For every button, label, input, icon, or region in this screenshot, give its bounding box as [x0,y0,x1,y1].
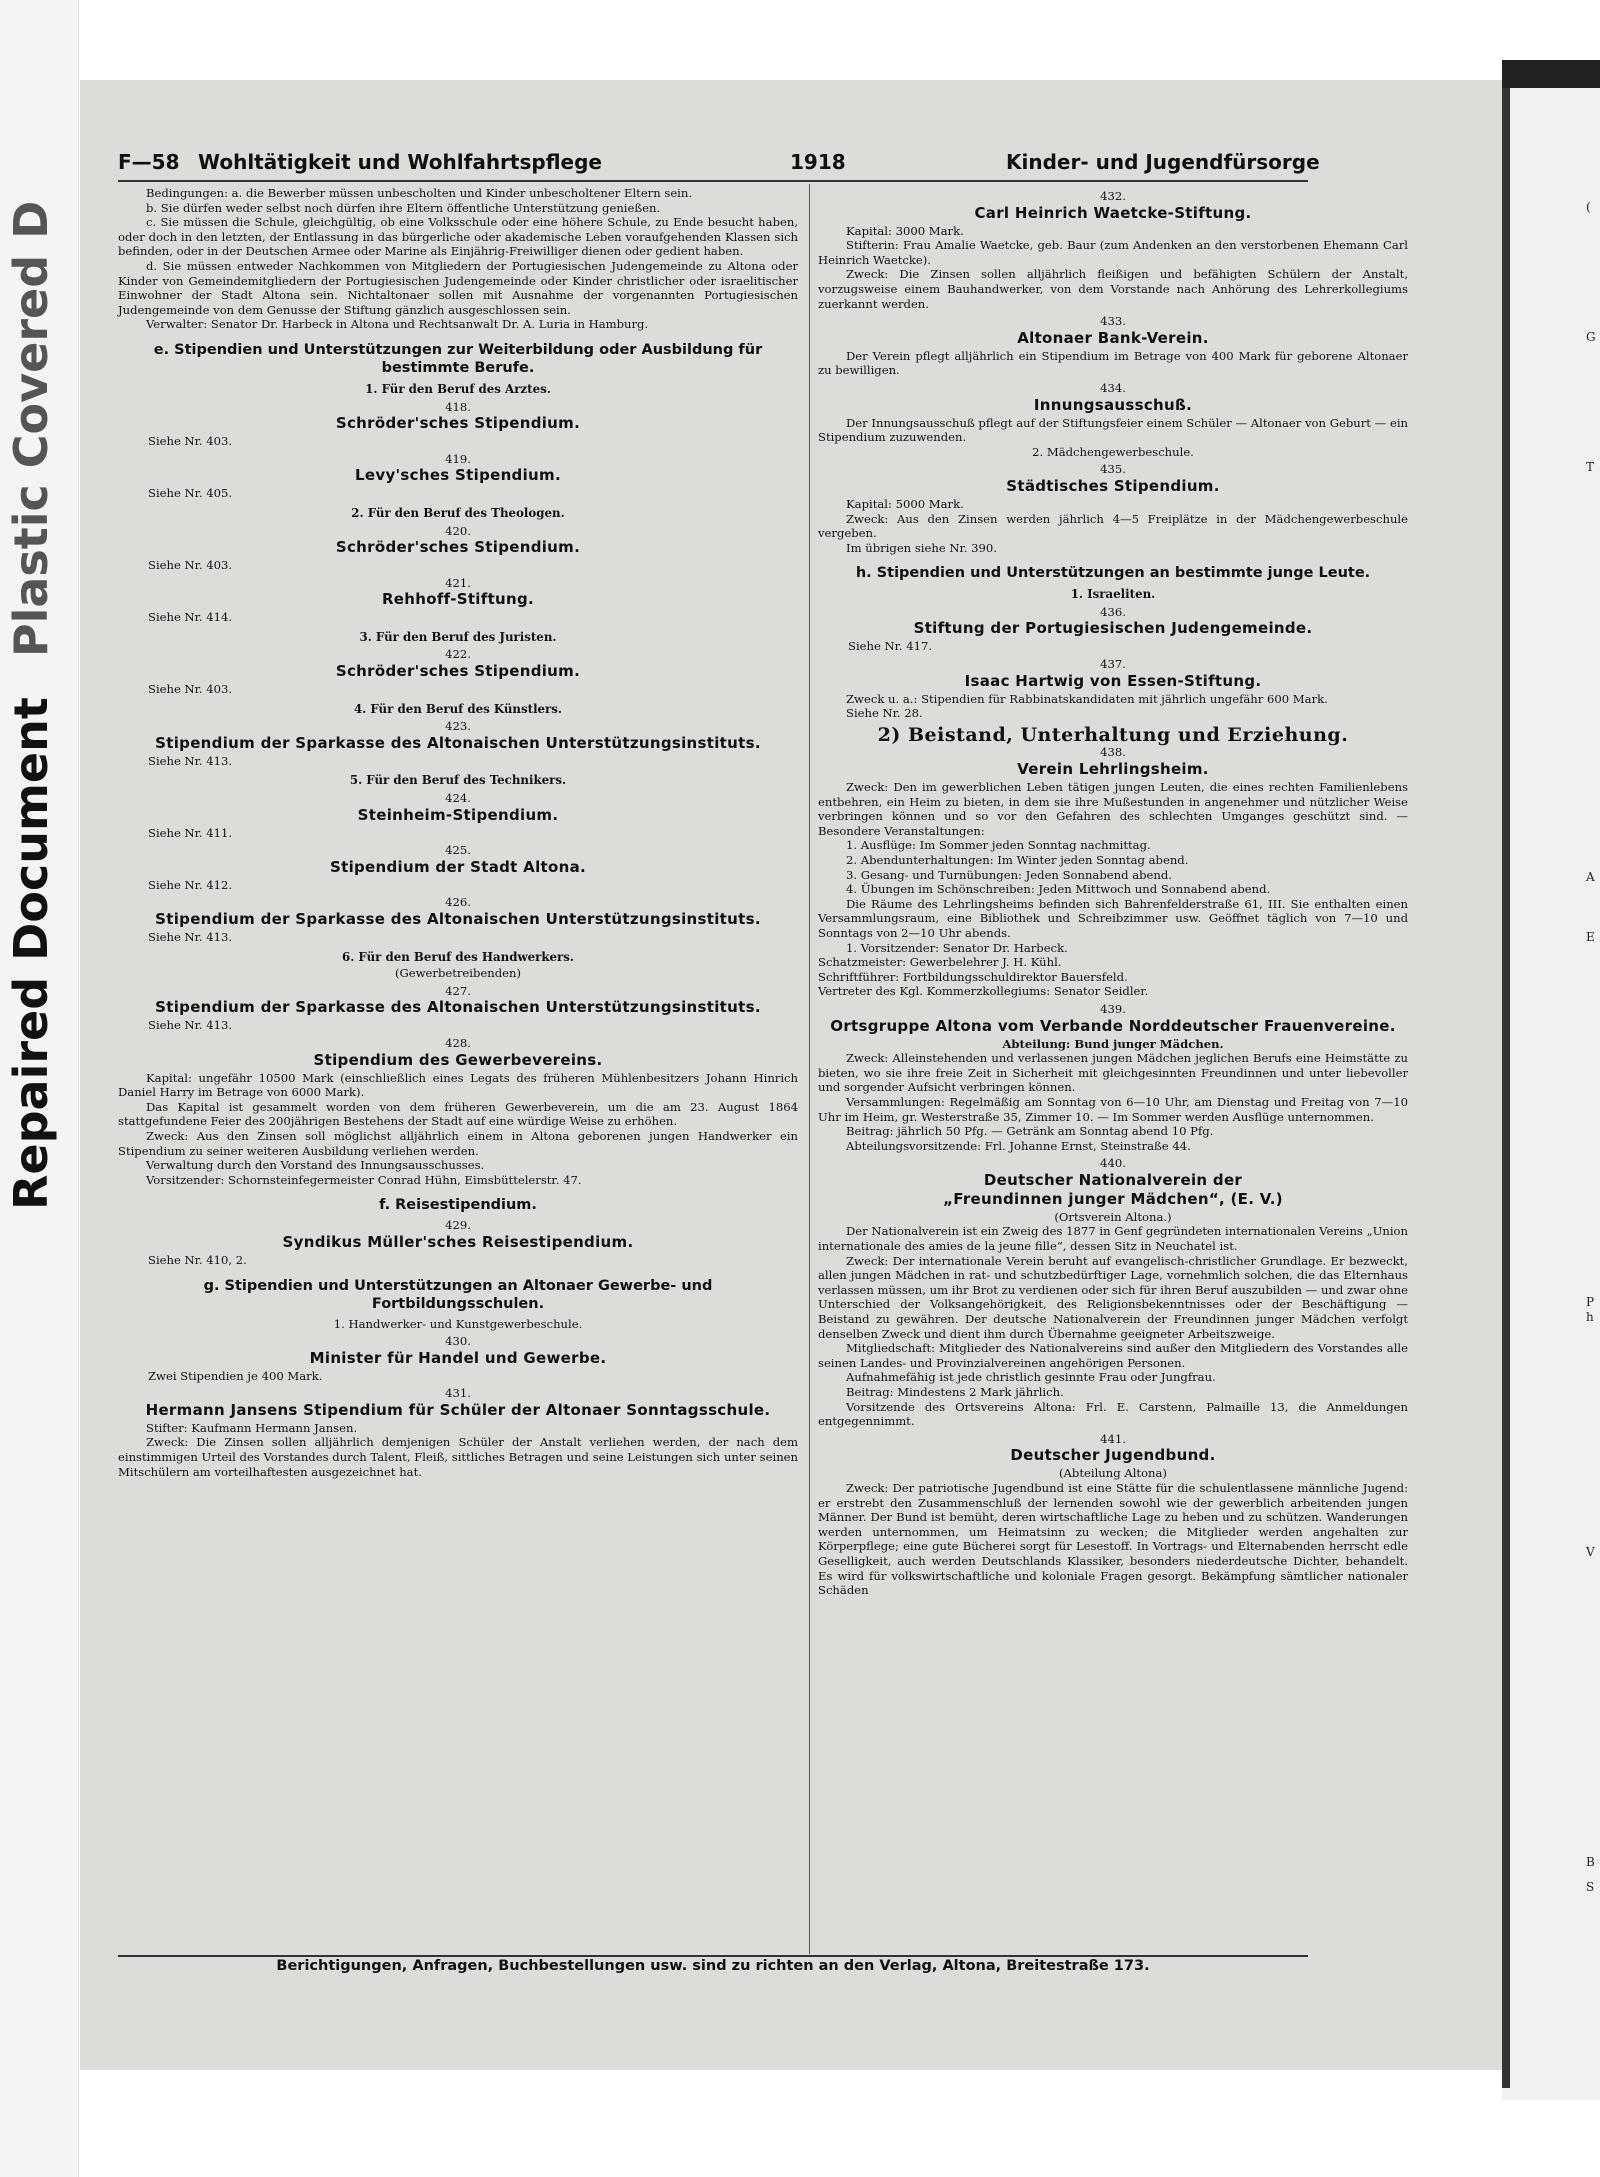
entry-title: Stipendium der Stadt Altona. [330,857,586,876]
subsection-heading: 4. Für den Beruf des Künstlers. [353,701,563,716]
entry-number: 435. [1100,462,1126,477]
paragraph: Siehe Nr. 28. [846,706,923,721]
entry-number: 438. [1100,745,1126,760]
fragment: G [1586,330,1596,344]
paragraph: Die Räume des Lehrlingsheims befinden sich Bahrenfelderstraße 61, III. Sie enthalten einen Versammlungsraum, eine Bibliothek und Schreibzimmer usw. Geöffnet täglich von 7—10 und Sonntags von 2—10 Uhr abends. [818,896,1408,940]
list-item: 4. Übungen im Schönschreiben: Jeden Mittwoch und Sonnabend abend. [846,882,1271,897]
entry-subtitle: (Abteilung Altona) [1059,1466,1167,1481]
section-heading: h. Stipendien und Unterstützungen an bestimmte junge Leute. [855,565,1371,582]
paragraph: Zweck: Der patriotische Jugendbund ist eine Stätte für die schulentlassene männliche Jugend: er erstrebt den Zusammenschluß der lernenden sowohl wie der gewerblich arbeitenden jungen Männer. Der Bund ist bemüht, deren wirtschaftliche Lage zu heben und zu schützen. Wanderungen werden unternommen, um Heimatsinn zu wecken; die Mitglieder werden angehalten zur Körperpflege; eine gute Bücherei sorgt für Lesestoff. In Vortrags- und Elternabenden herrscht edle Geselligkeit, auch werden Deutschlands Klassiker, besonders niederdeutsche Dichter, behandelt. Es wird für volkswirtschaftliche und koloniale Fragen gesorgt. Bekämpfung sämtlicher nationaler Schäden [818,1480,1408,1598]
header-year: 1918 [790,150,846,174]
paragraph: Kapital: 5000 Mark. [846,496,964,511]
paragraph: Zweck: Die Zinsen sollen alljährlich fleißigen und befähigten Schülern der Anstalt, vorzugsweise einem Bauhandwerker, von dem Vorstande nach Anhörung des Lehrerkollegiums zuerkannt werden. [818,267,1408,311]
paragraph: Zweck: Der internationale Verein beruht auf evangelisch-christlicher Grundlage. Er bezweckt, allen jungen Mädchen in rat- und schutzbedürftiger Lage, vornehmlich solchen, die das Elternhaus verlassen müssen, um ihr Brot zu verdienen oder sich für ihren Beruf auszubilden — und zwar ohne Unterschied der Volksangehörigkeit, des Religionsbekenntnisses oder der Beschäftigung — Beistand zu gewähren. Der deutsche Nationalverein der Freundinnen junger Mädchen verfolgt denselben Zweck und dient ihm durch Übernahme geeigneter Arbeitszweige. [818,1253,1408,1341]
entry-number: 432. [1100,189,1126,203]
subsection-heading: 5. Für den Beruf des Technikers. [349,773,567,788]
paragraph: d. Sie müssen entweder Nachkommen von Mitgliedern der Portugiesischen Judengemeinde zu Altona oder Kinder von Gemeindemitgliedern der Portugiesischen Judengemeinde oder Kinder christlicher oder israelitischer Einwohner der Stadt Altona sein. Nichtaltonaer sollen mit Ausnahme der vorgenannten Portugiesischen Judengemeinde von dem Genusse der Stiftung gänzlich ausgeschlossen sein. [118,258,798,317]
fragment: A [1586,870,1595,884]
entry-title: Städtisches Stipendium. [1006,476,1220,495]
list-item: 1. Ausflüge: Im Sommer jeden Sonntag nachmittag. [846,838,1151,853]
paragraph: Mitgliedschaft: Mitglieder des Nationalvereins sind außer den Mitgliedern des Vorstandes alle seinen Landes- und Provinzialvereinen angehörigen Personen. [818,1341,1408,1370]
entry-title: Schröder'sches Stipendium. [335,662,581,681]
header-section: Kinder- und Jugendfürsorge [1006,150,1320,174]
side-label [4,201,58,1210]
subsection-heading: 3. Für den Beruf des Juristen. [359,629,557,644]
entry-title: Deutscher Nationalverein der [983,1170,1243,1189]
entry-subtitle: Abteilung: Bund junger Mädchen. [1002,1036,1224,1051]
cross-reference: Siehe Nr. 412. [148,877,233,892]
paragraph: Beitrag: Mindestens 2 Mark jährlich. [846,1385,1064,1399]
subsection-heading: 1. Handwerker- und Kunstgewerbeschule. [333,1316,583,1331]
section-heading: g. Stipendien und Unterstützungen an Altonaer Gewerbe- und Fortbildungsschulen. [203,1277,713,1312]
entry-number: 425. [445,843,471,858]
fragment: S [1586,1880,1595,1894]
header-topic: Wohltätigkeit und Wohlfahrtspflege [198,150,602,174]
entry-title: Rehhoff-Stiftung. [381,590,535,609]
entry-number: 419. [445,451,471,466]
paragraph: Der Nationalverein ist ein Zweig des 1877 in Genf gegründeten internationalen Vereins „Union internationale des amies de la jeune fille“, dessen Sitz in Neuchatel ist. [818,1224,1408,1254]
entry-title: Carl Heinrich Waetcke-Stiftung. [974,203,1252,222]
paragraph: Verwalter: Senator Dr. Harbeck in Altona und Rechtsanwalt Dr. A. Luria in Hamburg. [146,317,649,332]
paragraph: c. Sie müssen die Schule, gleichgültig, ob eine Volksschule oder eine höhere Schule, zu Ende besucht haben, oder doch in den letzten, der Entlassung in das bürgerliche oder akademische Leben voraufgehenden Klassen sich befinden, oder in der Deutschen Armee oder Marine als Einjährig-Freiwilliger dienen oder gedient haben. [118,215,798,259]
side-label-line1: Repaired Document [4,697,58,1210]
entry-number: 422. [445,647,471,662]
paragraph: Verwaltung durch den Vorstand des Innungsausschusses. [146,1158,485,1173]
entry-number: 430. [445,1334,471,1349]
paragraph: Vorsitzender: Schornsteinfegermeister Conrad Hühn, Eimsbüttelerstr. 47. [146,1172,582,1187]
entry-number: 418. [445,399,471,414]
fragment: ( [1586,200,1591,214]
entry-title: Isaac Hartwig von Essen-Stiftung. [964,671,1262,690]
list-item: 3. Gesang- und Turnübungen: Jeden Sonnabend abend. [846,867,1172,882]
paragraph: Das Kapital ist gesammelt worden von dem früheren Gewerbeverein, um die am 23. August 1864 stattgefundene Feier des 200jährigen Bestehens der Stadt auf eine würdige Weise zu erhöhen. [118,1099,798,1129]
paragraph: b. Sie dürfen weder selbst noch dürfen ihre Eltern öffentliche Unterstützung genießen. [146,200,661,215]
paragraph: Versammlungen: Regelmäßig am Sonntag von 6—10 Uhr, am Dienstag und Freitag von 7—10 Uhr im Heim, gr. Westerstraße 35, Zimmer 10. — Im Sommer werden Ausflüge unternommen. [818,1094,1408,1124]
cross-reference: Siehe Nr. 413. [148,1018,233,1033]
cross-reference: Siehe Nr. 413. [148,930,233,944]
entry-title: Ortsgruppe Altona vom Verbande Norddeutscher Frauenvereine. [830,1016,1396,1035]
entry-number: 424. [445,791,471,806]
running-header [118,150,1320,178]
paragraph: Bedingungen: a. die Bewerber müssen unbescholten und Kinder unbescholtener Eltern sein. [146,186,693,200]
left-column [118,186,798,1479]
fragment: T [1586,460,1595,474]
officer: Vertreter des Kgl. Kommerzkollegiums: Senator Seidler. [818,984,1149,999]
entry-title: Innungsausschuß. [1033,395,1193,414]
entry-title: Schröder'sches Stipendium. [335,414,581,433]
entry-number: 427. [445,983,471,998]
page-number: F—58 [118,150,180,174]
entry-number: 426. [445,895,471,910]
entry-number: 441. [1100,1431,1126,1446]
entry-title: Stipendium der Sparkasse des Altonaischen Unterstützungsinstituts. [155,910,761,928]
officer: Schatzmeister: Gewerbelehrer J. H. Kühl. [818,955,1062,970]
cross-reference: Siehe Nr. 414. [148,610,233,625]
fragment: V [1586,1545,1595,1559]
paragraph: Abteilungsvorsitzende: Frl. Johanne Ernst, Steinstraße 44. [846,1138,1191,1153]
subsection-note: (Gewerbetreibenden) [394,966,522,981]
entry-title: Altonaer Bank-Verein. [1017,328,1209,347]
paragraph: Zweck: Die Zinsen sollen alljährlich demjenigen Schüler der Anstalt verliehen werden, der nach dem einstimmigen Urteil des Vorstandes durch Talent, Fleiß, sittliches Betragen und seine Leistungen sich unter seinen Mitschülern am vorteilhaftesten ausgezeichnet hat. [118,1435,798,1479]
paragraph: Zweck u. a.: Stipendien für Rabbinatskandidaten mit jährlich ungefähr 600 Mark. [846,691,1328,706]
paragraph: Zweck: Den im gewerblichen Leben tätigen jungen Leuten, die eines rechten Familienlebens entbehren, ein Heim zu bieten, in dem sie ihre Mußestunden in angenehmer und nützlicher Weise verbringen können und so vor den Gefahren des schlechten Umganges geschützt sind. — Besondere Veranstaltungen: [818,780,1408,838]
paragraph: Der Verein pflegt alljährlich ein Stipendium im Betrage von 400 Mark für geborene Altonaer zu bewilligen. [818,348,1408,378]
edge-binding-shadow [1502,88,1510,2088]
entry-number: 437. [1100,657,1126,672]
entry-title: Syndikus Müller'sches Reisestipendium. [282,1232,634,1251]
officer: Schriftführer: Fortbildungsschuldirektor Bauersfeld. [818,969,1128,984]
entry-number: 431. [445,1386,471,1401]
side-label-strip [0,0,79,2177]
fragment: B [1586,1855,1595,1869]
paragraph: Aufnahmefähig ist jede christlich gesinnte Frau oder Jungfrau. [846,1370,1216,1385]
cross-reference: Siehe Nr. 410, 2. [148,1252,247,1267]
paragraph: Zweck: Alleinstehenden und verlassenen jungen Mädchen jeglichen Berufs eine Heimstätte zu bieten, wo sie ihre freie Zeit in Sicherheit mit gleichgesinnten Freundinnen und unter liebevoller und sorgender Aufsicht verbringen können. [818,1051,1408,1095]
entry-title: Stipendium der Sparkasse des Altonaischen Unterstützungsinstituts. [155,733,761,752]
list-item: 2. Abendunterhaltungen: Im Winter jeden Sonntag abend. [846,853,1189,867]
entry-title: Stipendium des Gewerbevereins. [313,1050,603,1069]
edge-dark-bar [1502,60,1600,88]
entry-title: Levy'sches Stipendium. [355,466,561,485]
paragraph: Kapital: 3000 Mark. [846,223,964,238]
entry-title: „Freundinnen junger Mädchen“, (E. V.) [943,1189,1283,1208]
entry-number: 434. [1100,380,1126,395]
entry-number: 428. [445,1035,471,1050]
cross-reference: Siehe Nr. 405. [148,486,233,501]
cross-reference: Siehe Nr. 403. [148,434,233,449]
cross-reference: Siehe Nr. 413. [148,753,233,768]
entry-title: Verein Lehrlingsheim. [1017,760,1209,779]
paragraph: Der Innungsausschuß pflegt auf der Stiftungsfeier einem Schüler — Altonaer von Geburt — ein Stipendium zuzuwenden. [818,415,1408,445]
entry-number: 433. [1100,314,1126,329]
entry-title: Stipendium der Sparkasse des Altonaischen Unterstützungsinstituts. [155,998,761,1017]
cross-reference: Siehe Nr. 403. [148,558,233,573]
cross-reference: Siehe Nr. 411. [148,825,233,840]
entry-title: Schröder'sches Stipendium. [335,538,581,557]
paragraph: Zweck: Aus den Zinsen werden jährlich 4—5 Freiplätze in der Mädchengewerbeschule vergeben. [818,511,1408,541]
subsection-heading: 1. Israeliten. [1070,587,1156,602]
fragment: E [1586,930,1595,944]
fragment: h [1586,1310,1594,1324]
cross-reference: Siehe Nr. 403. [148,682,233,697]
next-page-edge [1502,60,1600,2100]
paragraph: Stifterin: Frau Amalie Waetcke, geb. Baur (zum Andenken an den verstorbenen Ehemann Carl Heinrich Waetcke). [818,238,1408,267]
paragraph: Zweck: Aus den Zinsen soll möglichst alljährlich einem in Altona geborenen jungen Handwerker ein Stipendium zu seiner weiteren Ausbildung verliehen werden. [118,1128,798,1158]
footer-rule [118,1955,1308,1957]
paragraph: Vorsitzende des Ortsvereins Altona: Frl. E. Carstenn, Palmaille 13, die Anmeldungen entgegennimmt. [818,1399,1408,1429]
section-heading: f. Reisestipendium. [379,1197,537,1214]
section-heading: e. Stipendien und Unterstützungen zur Weiterbildung oder Ausbildung für bestimmte Berufe. [153,341,763,376]
entry-number: 436. [1100,604,1126,619]
paragraph: Zwei Stipendien je 400 Mark. [148,1368,323,1383]
entry-number: 429. [445,1218,471,1233]
entry-title: Hermann Jansens Stipendium für Schüler der Altonaer Sonntagsschule. [145,1400,771,1419]
fragment: P [1586,1295,1595,1309]
subsection-heading: 1. Für den Beruf des Arztes. [365,381,551,396]
section-heading: 2) Beistand, Unterhaltung und Erziehung. [877,723,1349,746]
entry-number: 440. [1100,1156,1126,1171]
subsection-heading: 2. Mädchengewerbeschule. [1032,444,1194,459]
entry-number: 420. [445,523,471,538]
paragraph: Im übrigen siehe Nr. 390. [846,540,997,555]
entry-number: 439. [1100,1001,1126,1016]
entry-subtitle: (Ortsverein Altona.) [1054,1209,1172,1224]
subsection-heading: 2. Für den Beruf des Theologen. [351,505,565,520]
column-divider [809,184,810,1954]
entry-title: Deutscher Jugendbund. [1010,1446,1216,1465]
right-column [818,186,1408,1598]
entry-title: Minister für Handel und Gewerbe. [309,1348,607,1367]
officer: 1. Vorsitzender: Senator Dr. Harbeck. [846,940,1068,955]
entry-number: 421. [445,575,471,590]
paragraph: Kapital: ungefähr 10500 Mark (einschließlich eines Legats des früheren Mühlenbesitzers Johann Hinrich Daniel Harry im Betrage von 6000 Mark). [118,1070,798,1100]
entry-title: Steinheim-Stipendium. [357,805,559,824]
header-rule [118,180,1308,182]
paragraph: Beitrag: jährlich 50 Pfg. — Getränk am Sonntag abend 10 Pfg. [846,1124,1214,1139]
paragraph: Stifter: Kaufmann Hermann Jansen. [146,1420,358,1435]
publisher-footer: Berichtigungen, Anfragen, Buchbestellungen usw. sind zu richten an den Verlag, Altona, Breitestraße 173. [276,1958,1150,1974]
entry-title: Stiftung der Portugiesischen Judengemeinde. [913,619,1313,638]
entry-number: 423. [445,719,471,734]
subsection-heading: 6. Für den Beruf des Handwerkers. [341,949,574,964]
side-label-line2: Plastic Covered D [4,200,58,658]
cross-reference: Siehe Nr. 417. [848,639,933,654]
